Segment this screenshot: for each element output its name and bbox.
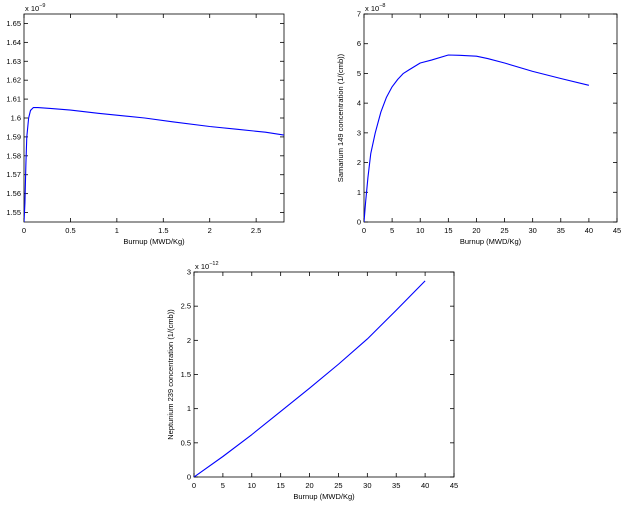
chart-2-xtick-label: 15 xyxy=(444,226,453,235)
chart-2-ytick-label: 7 xyxy=(356,9,361,19)
chart-3-ytick-label: 1.5 xyxy=(180,370,191,379)
chart-1-xtick-label: 1 xyxy=(114,226,119,235)
chart-3-ytick-label: 0.5 xyxy=(180,438,191,448)
chart-3-xtick-label: 20 xyxy=(305,481,314,490)
chart-2-scale-exponent: −8 xyxy=(379,3,386,9)
chart-3-xtick-label: 10 xyxy=(247,481,256,490)
chart-2-xtick-label: 40 xyxy=(584,226,594,235)
chart-1 xyxy=(6,3,284,246)
chart-1-scale-exponent: −9 xyxy=(39,3,46,9)
chart-1-ytick-label: 1.63 xyxy=(6,56,21,66)
chart-2-xtick-label: 10 xyxy=(416,226,425,235)
chart-1-ytick-label: 1.6 xyxy=(10,113,21,123)
chart-3-ytick-label: 0 xyxy=(186,472,191,482)
chart-1-ytick-label: 1.58 xyxy=(6,151,21,161)
chart-1-xtick-label: 2.5 xyxy=(250,226,262,235)
chart-3-xtick-label: 15 xyxy=(276,481,285,490)
chart-1-xtick-label: 2 xyxy=(207,226,212,235)
chart-3-ytick-label: 2 xyxy=(186,335,191,345)
chart-2-ytick-label: 2 xyxy=(356,158,361,168)
chart-3-xtick-label: 5 xyxy=(220,481,225,490)
chart-3-ylabel: Neptunium 239 concentration (1/(cmb)) xyxy=(166,309,175,440)
chart-2-scale-factor: x $10^{-8}$ xyxy=(365,3,386,13)
chart-2-ytick-label: 4 xyxy=(356,98,361,108)
chart-1-scale-factor: x $10^{-9}$ xyxy=(25,3,46,13)
chart-1-ytick-label: 1.56 xyxy=(6,189,21,199)
chart-2 xyxy=(336,3,621,246)
chart-1-ytick-label: 1.64 xyxy=(6,37,21,47)
chart-2-xtick-label: 5 xyxy=(390,226,395,235)
chart-2-ytick-label: 3 xyxy=(356,128,361,138)
chart-2-ytick-label: 0 xyxy=(356,217,361,227)
chart-1-xlabel: Burnup (MWD/Kg) xyxy=(123,237,185,246)
chart-2-xtick-label: 0 xyxy=(361,226,367,235)
chart-2-xtick-label: 25 xyxy=(500,226,509,235)
chart-2-ytick-label: 6 xyxy=(356,39,361,49)
chart-1-xtick-label: 0.5 xyxy=(65,226,76,235)
chart-1-xtick-label: 1.5 xyxy=(158,226,169,235)
chart-1-ytick-label: 1.62 xyxy=(6,75,21,85)
chart-3-xtick-label: 0 xyxy=(191,481,197,490)
chart-3-ytick-label: 1 xyxy=(186,404,191,414)
chart-3-xtick-label: 35 xyxy=(392,481,401,490)
chart-1-ytick-label: 1.65 xyxy=(6,18,21,28)
chart-3-scale-factor: x $10^{-12}$ xyxy=(195,261,219,271)
chart-2-axes-box xyxy=(364,14,617,222)
chart-3-ytick-label: 2.5 xyxy=(180,301,191,311)
chart-3-xtick-label: 40 xyxy=(420,481,430,490)
chart-2-ytick-label: 5 xyxy=(356,68,361,78)
chart-1-ytick-label: 1.61 xyxy=(6,94,21,104)
chart-2-xtick-label: 30 xyxy=(528,226,537,235)
chart-2-ytick-label: 1 xyxy=(356,187,361,197)
chart-2-ylabel: Samarium 149 concentration (1/(cmb)) xyxy=(336,53,345,183)
chart-1-series-1-line xyxy=(24,108,284,222)
chart-3-axes-box xyxy=(194,272,454,477)
chart-1-axes-box xyxy=(24,14,284,222)
chart-1-ytick-label: 1.55 xyxy=(6,208,21,218)
chart-2-xtick-label: 35 xyxy=(556,226,565,235)
chart-1-ytick-label: 1.59 xyxy=(6,132,21,142)
chart-1-xtick-label: 0 xyxy=(21,226,27,235)
chart-1-ytick-label: 1.57 xyxy=(6,170,21,180)
chart-3-xtick-label: 30 xyxy=(363,481,372,490)
chart-3-ytick-label: 3 xyxy=(186,267,191,277)
chart-3-xlabel: Burnup (MWD/Kg) xyxy=(293,492,355,501)
chart-2-xtick-label: 45 xyxy=(612,226,622,235)
chart-3-scale-exponent: −12 xyxy=(209,261,219,267)
chart-3-xtick-label: 45 xyxy=(449,481,459,490)
chart-3 xyxy=(166,261,458,501)
chart-2-xlabel: Burnup (MWD/Kg) xyxy=(459,237,522,246)
chart-3-series-1-line xyxy=(194,281,425,477)
chart-3-xtick-label: 25 xyxy=(334,481,343,490)
chart-2-series-1-line xyxy=(364,55,589,222)
chart-2-xtick-label: 20 xyxy=(472,226,481,235)
